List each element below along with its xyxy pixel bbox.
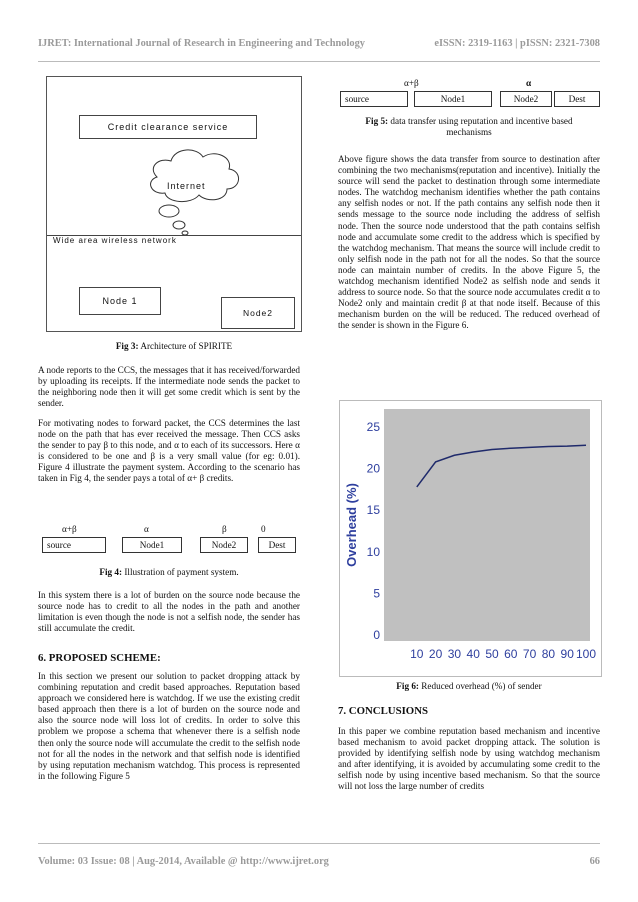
y-tick-label: 10	[366, 544, 380, 559]
section-6-heading: 6. PROPOSED SCHEME:	[38, 652, 161, 664]
left-paragraph-4: In this section we present our solution to packet dropping attack by combining reputation and credit based approaches. Reputation based approach we considered here is watchdog. If we use the existing credit based approach then there is a lot of burden on the source node and also the source node will loss lot of credits. In order to solve this problem we propose a schema that whenever there is a selfish node then only the source node will accumulate the credit to the selfish node not for all the nodes in the network and that selfish node is identified by using reputation mechanism watchdog. This process is represented in the following Figure 5	[38, 671, 300, 781]
fig3-caption: Fig 3: Architecture of SPIRITE	[115, 341, 233, 351]
issn: eISSN: 2319-1163 | pISSN: 2321-7308	[434, 38, 600, 49]
ccs-box: Credit clearance service	[79, 115, 257, 139]
node1-box: Node 1	[79, 287, 161, 315]
x-tick-label: 10	[410, 647, 424, 661]
fig4-node-node1: Node1	[122, 537, 182, 553]
left-paragraph-1: A node reports to the CCS, the messages that it has received/forwarded by uploading its receipts. If the intermediate node sends the packet to the neighboring node then it will get some credit which is sent by the sender.	[38, 365, 300, 409]
fig6-caption: Fig 6: Reduced overhead (%) of sender	[396, 681, 542, 691]
x-tick-label: 40	[466, 647, 480, 661]
left-paragraph-2: For motivating nodes to forward packet, the CCS determines the last node on the path that has ever received the message. Then CCS asks the sender to pay β to this node, and α to each of its successors. Here α is considered to be one and β is a very small value (for eg: 0.01). Figure 4 illustrate the payment system. According to the scenario has taken in Fig 4, the sender pays a total of α+ β credits.	[38, 418, 300, 484]
x-tick-label: 100	[575, 647, 597, 661]
running-footer	[38, 856, 600, 867]
x-tick-label: 80	[541, 647, 556, 661]
y-axis-title: Overhead (%)	[344, 483, 359, 567]
right-paragraph-2: In this paper we combine reputation based mechanism and incentive based mechanism to avoid packet dropping attack. The solution is provided by identifying selfish node by using watchdog mechanism and after identifying, it is avoided by accumulating some credit to the selfish node by using incentive based mechanism. So that the source will not loss the large number of credits	[338, 726, 600, 792]
x-tick-label: 90	[560, 647, 574, 661]
footer-volume: Volume: 03 Issue: 08 | Aug-2014, Available @ http://www.ijret.org	[38, 856, 329, 867]
footer-rule	[38, 843, 600, 844]
internet-label: Internet	[167, 181, 206, 191]
fig4-node-node2: Node2	[200, 537, 248, 553]
fig4-label-2: β	[222, 524, 227, 534]
footer-url-link[interactable]: http://www.ijret.org	[240, 856, 329, 867]
wan-label: Wide area wireless network	[53, 236, 177, 245]
fig4-label-0: α+β	[62, 524, 77, 534]
y-tick-label: 5	[373, 586, 380, 601]
page-number: 66	[589, 856, 600, 867]
fig4-node-dest: Dest	[258, 537, 296, 553]
fig5-label-0: α+β	[404, 78, 419, 88]
fig5-node-source: source	[340, 91, 408, 107]
fig3-architecture	[46, 76, 302, 332]
overhead-line-chart	[340, 401, 601, 676]
y-ticks	[367, 420, 381, 642]
y-tick-label: 25	[366, 420, 380, 434]
y-tick-label: 20	[366, 461, 380, 476]
fig5-caption: Fig 5: data transfer using reputation and incentive based mechanisms	[365, 116, 573, 137]
header-rule	[38, 61, 600, 62]
journal-title: IJRET: International Journal of Research in Engineering and Technology	[38, 38, 365, 49]
fig4-label-3: 0	[261, 524, 266, 534]
x-tick-label: 60	[504, 647, 518, 661]
right-paragraph-1: Above figure shows the data transfer from source to destination after combining the two mechanisms(reputation and incentive). Initially the source will send the packet to destination through some intermediate nodes. The watchdog mechanism identifies whether the path contains any selfish nodes or not. If the path contains any selfish node then it sends message to the source node including the address of selfish node. Then the source node understood that the path contains selfish node and accumulate some credit to the address which is specified by the watchdog mechanism. That means the source will include credit to only selfish node in the path not for all the nodes. So that the source node can maintain number of credits. In the above Figure 5, the watchdog mechanism identified Node2 as selfish node and sends it address to source node. So that the source node accumulates credit α to Node2 only and maintain credit β at that node itself. Because of this mechanism burden on the will be reduced. The reduced overhead of the sender is shown in the Figure 6.	[338, 154, 600, 331]
y-tick-label: 15	[366, 503, 380, 518]
fig5-data-transfer	[338, 76, 600, 116]
x-tick-label: 30	[447, 647, 462, 661]
left-paragraph-3: In this system there is a lot of burden on the source node because the source node has to credit to all the nodes in the path and another limitation is even though the node is not a selfish node, the sender has still accumulate the credit.	[38, 590, 300, 634]
section-7-heading: 7. CONCLUSIONS	[338, 705, 428, 717]
x-ticks	[410, 647, 596, 661]
fig4-caption: Fig 4: Illustration of payment system.	[99, 567, 239, 577]
y-tick-label: 0	[373, 628, 380, 642]
fig5-node-node1: Node1	[414, 91, 492, 107]
plot-area	[384, 409, 590, 641]
fig4-label-1: α	[144, 524, 149, 534]
fig5-label-1: α	[526, 78, 532, 88]
x-tick-label: 20	[428, 647, 443, 661]
fig5-node-node2: Node2	[500, 91, 552, 107]
y-axis-title-group	[344, 483, 359, 567]
node2-box: Node2	[221, 297, 295, 329]
fig5-node-dest: Dest	[554, 91, 600, 107]
x-tick-label: 70	[522, 647, 537, 661]
fig4-node-source: source	[42, 537, 106, 553]
x-tick-label: 50	[485, 647, 499, 661]
fig6-chart	[339, 400, 602, 677]
running-header	[38, 38, 600, 49]
